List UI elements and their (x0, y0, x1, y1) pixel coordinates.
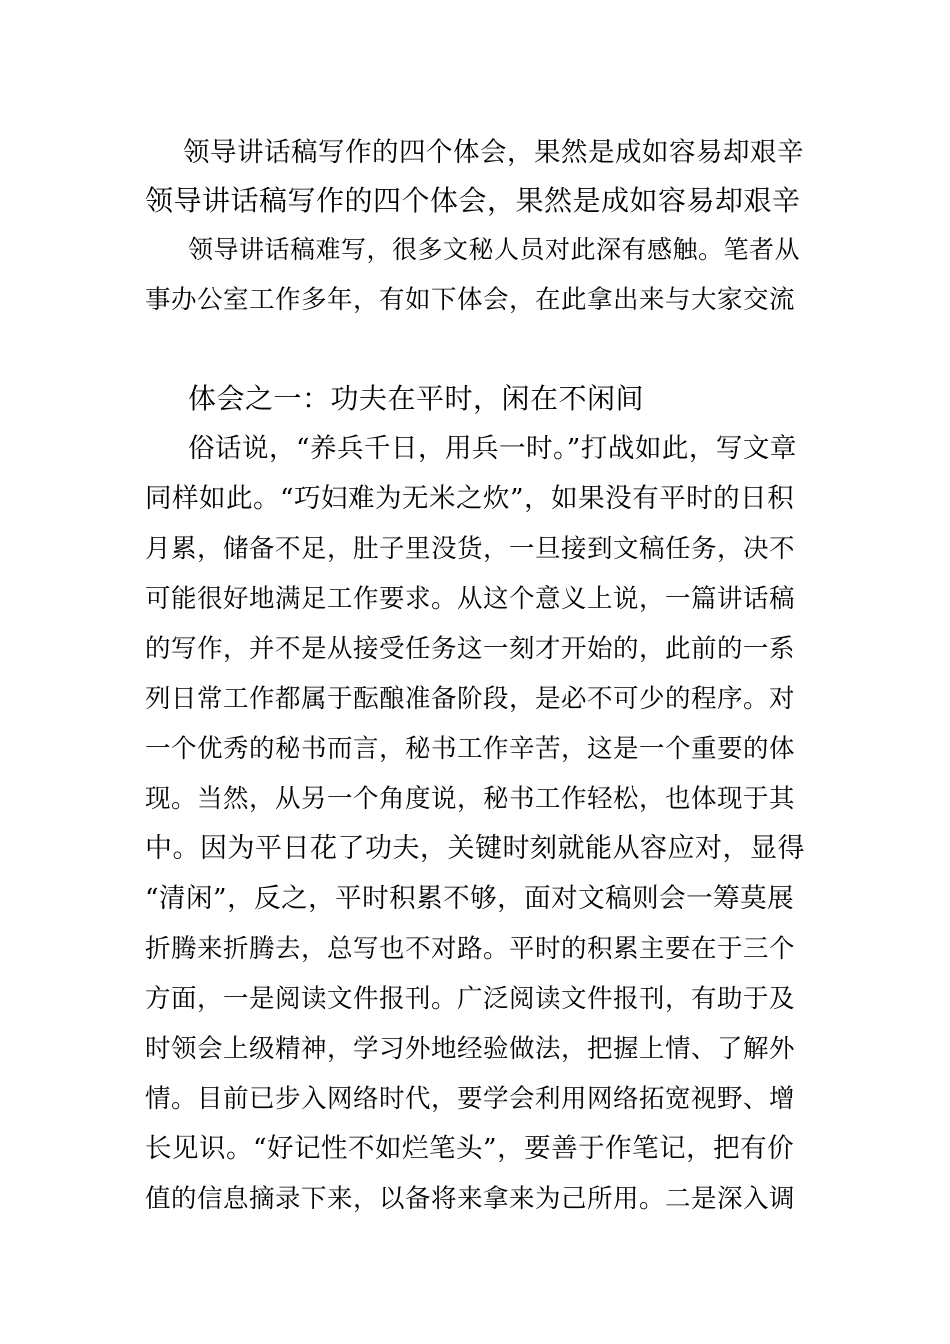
document-subtitle: 领导讲话稿写作的四个体会，果然是成如容易却艰辛 (145, 184, 801, 217)
body-line: 同样如此。“巧妇难为无米之炊”，如果没有平时的日积 (145, 483, 795, 514)
document-title: 领导讲话稿写作的四个体会，果然是成如容易却艰辛 (183, 137, 804, 168)
body-line: 月累，储备不足，肚子里没货，一旦接到文稿任务，决不 (145, 534, 796, 564)
body-line: 列日常工作都属于酝酿准备阶段，是必不可少的程序。对 (145, 684, 796, 714)
body-line: 方面，一是阅读文件报刊。广泛阅读文件报刊，有助于及 (145, 984, 796, 1014)
body-line: 折腾来折腾去，总写也不对路。平时的积累主要在于三个 (145, 934, 796, 964)
body-line: 时领会上级精神，学习外地经验做法，把握上情、了解外 (145, 1034, 796, 1064)
body-line: 值的信息摘录下来，以备将来拿来为己所用。二是深入调 (145, 1184, 796, 1214)
body-line: “清闲”，反之，平时积累不够，面对文稿则会一筹莫展 (145, 883, 795, 914)
intro-line: 事办公室工作多年，有如下体会，在此拿出来与大家交流 (145, 285, 796, 315)
body-line: 的写作，并不是从接受任务这一刻才开始的，此前的一系 (145, 634, 796, 664)
body-line: 情。目前已步入网络时代，要学会利用网络拓宽视野、增 (145, 1084, 796, 1114)
body-line: 现。当然，从另一个角度说，秘书工作轻松，也体现于其 (145, 784, 796, 814)
body-line: 可能很好地满足工作要求。从这个意义上说，一篇讲话稿 (145, 584, 796, 614)
body-line: 一个优秀的秘书而言，秘书工作辛苦，这是一个重要的体 (145, 734, 796, 764)
section-heading: 体会之一：功夫在平时，闲在不闲间 (188, 382, 645, 415)
body-line: 俗话说，“养兵千日，用兵一时。”打战如此，写文章 (188, 433, 797, 464)
intro-line: 领导讲话稿难写，很多文秘人员对此深有感触。笔者从 (188, 235, 801, 264)
body-line: 长见识。“好记性不如烂笔头”，要善于作笔记，把有价 (145, 1133, 795, 1164)
body-line: 中。因为平日花了功夫，关键时刻就能从容应对，显得 (145, 833, 805, 864)
